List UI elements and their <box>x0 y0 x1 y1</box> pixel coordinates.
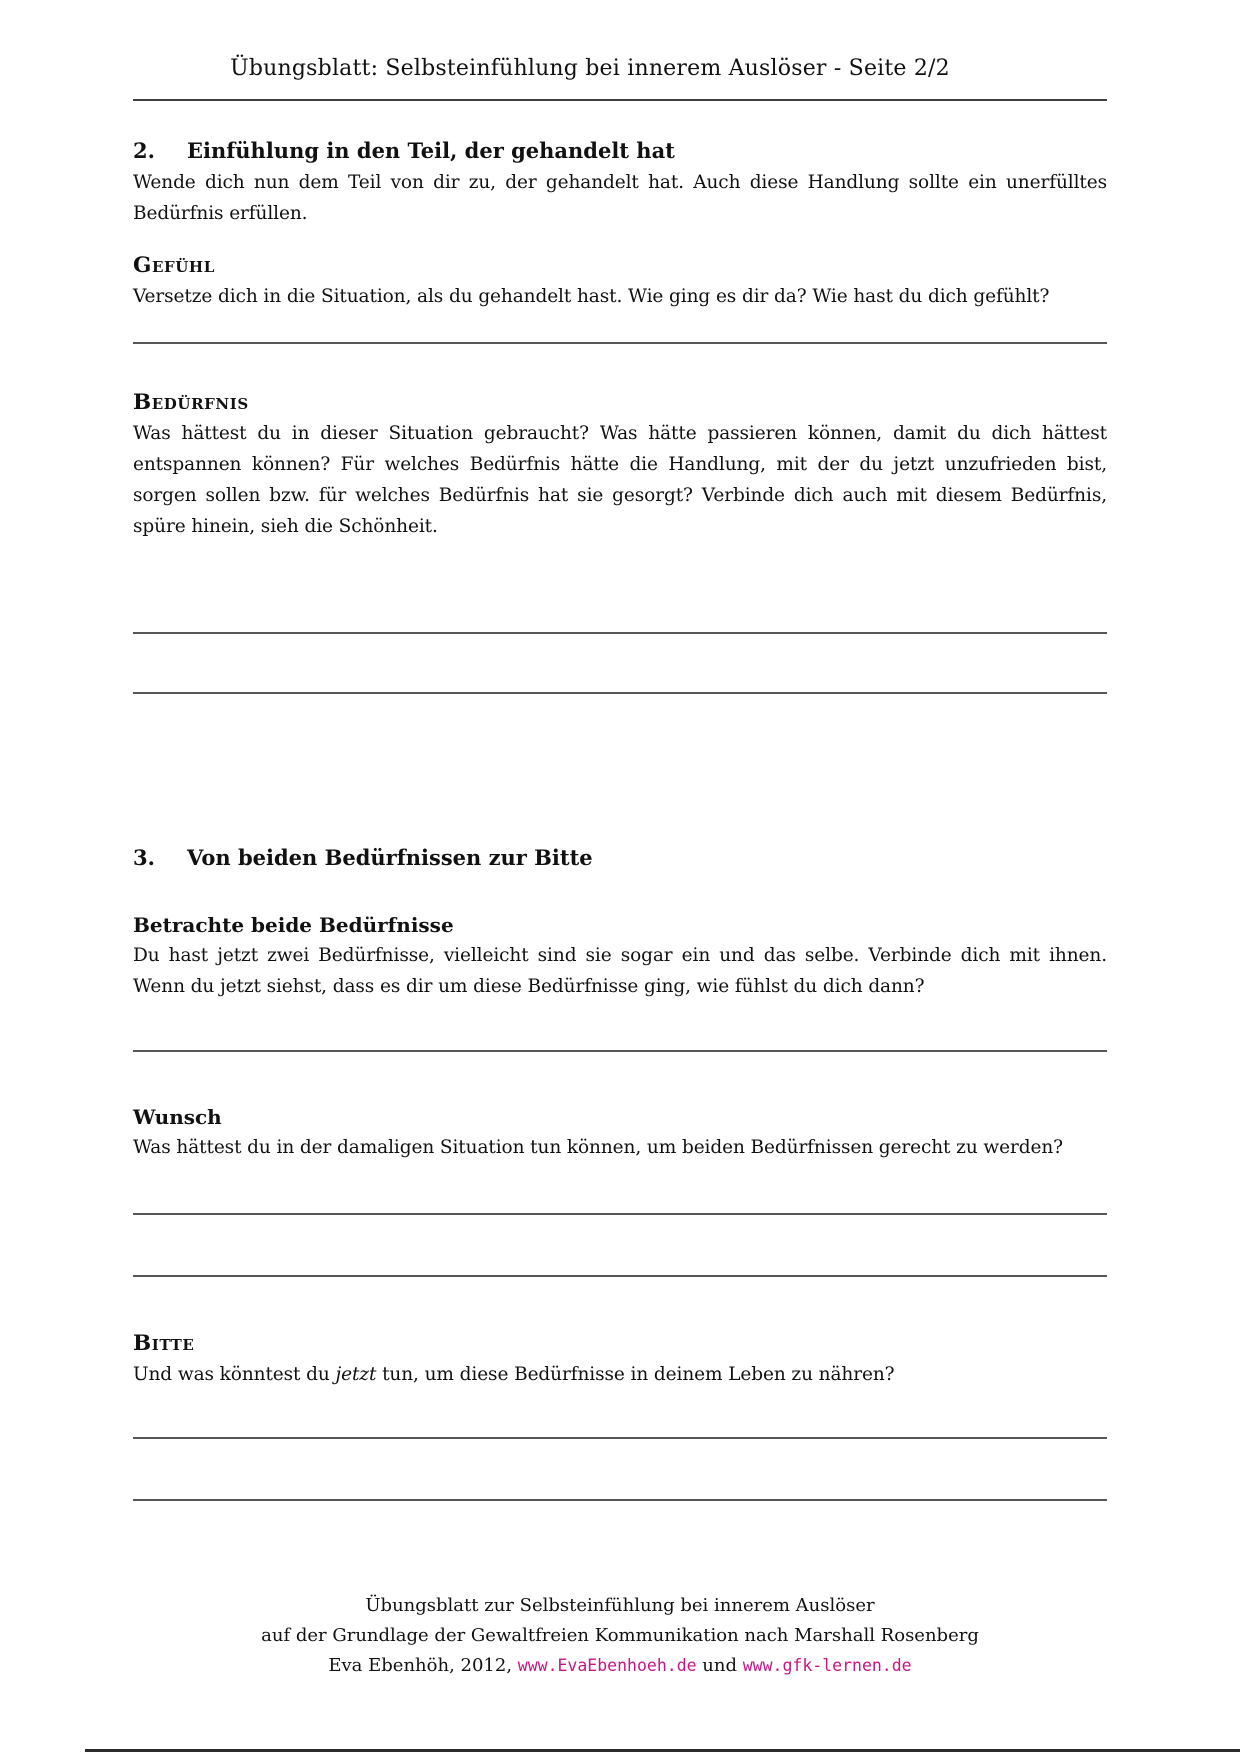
section-3-number: 3. <box>133 845 155 870</box>
section-3-heading <box>133 842 1107 874</box>
footer-und: und <box>696 1655 743 1676</box>
page-title: Übungsblatt: Selbsteinfühlung bei innerem Auslöser - Seite 2/2 <box>230 56 950 81</box>
section-2-number: 2. <box>133 138 155 163</box>
betrachte-prompt: Du hast jetzt zwei Bedürfnisse, vielleicht sind sie sogar ein und das selbe. Verbinde dich mit ihnen. Wenn du jetzt siehst, dass es dir um diese Bedürfnisse ging, wie fühlst du dich dann? <box>133 945 1107 997</box>
footer-line-3 <box>133 1651 1107 1681</box>
page-bottom-border <box>85 1749 1240 1752</box>
wunsch-heading: Wunsch <box>133 1105 222 1129</box>
answer-line <box>133 632 1107 634</box>
link-gfk-lernen[interactable]: www.gfk-lernen.de <box>742 1656 912 1675</box>
header-rule <box>133 99 1107 101</box>
link-evaebenhoeh[interactable]: www.EvaEbenhoeh.de <box>517 1656 697 1675</box>
gefuehl-heading: Gefühl <box>133 253 215 278</box>
answer-line <box>133 1213 1107 1215</box>
answer-line <box>133 1499 1107 1501</box>
answer-line <box>133 692 1107 694</box>
footer-author: Eva Ebenhöh, 2012, <box>328 1655 518 1676</box>
bitte-prompt <box>133 1359 1107 1390</box>
bitte-prompt-end: tun, um diese Bedürfnisse in deinem Leben zu nähren? <box>376 1364 895 1385</box>
footer-line-1: Übungsblatt zur Selbsteinfühlung bei innerem Auslöser <box>365 1595 875 1616</box>
betrachte-heading: Betrachte beide Bedürfnisse <box>133 913 454 937</box>
bitte-prompt-start: Und was könntest du <box>133 1364 336 1385</box>
emphasis-jetzt: jetzt <box>335 1364 377 1385</box>
beduerfnis-prompt: Was hättest du in dieser Situation gebraucht? Was hätte passieren können, damit du dich hättest entspannen können? Für welches Bedürfnis hätte die Handlung, mit der du jetzt unzufrieden bist, sorgen sollen bzw. für welches Bedürfnis hat sie gesorgt? Verbinde dich auch mit diesem Bedürfnis, spüre hinein, sieh die Schönheit. <box>133 423 1107 537</box>
beduerfnis-heading: Bedürfnis <box>133 390 249 415</box>
footer <box>133 1591 1107 1681</box>
section-3-title: Von beiden Bedürfnissen zur Bitte <box>187 845 593 870</box>
gefuehl-prompt: Versetze dich in die Situation, als du gehandelt hast. Wie ging es dir da? Wie hast du dich gefühlt? <box>133 286 1050 307</box>
answer-line <box>133 1437 1107 1439</box>
section-2-intro: Wende dich nun dem Teil von dir zu, der gehandelt hat. Auch diese Handlung sollte ein unerfülltes Bedürfnis erfüllen. <box>133 172 1107 224</box>
answer-line <box>133 1050 1107 1052</box>
answer-line <box>133 1275 1107 1277</box>
answer-line <box>133 342 1107 344</box>
section-2-heading <box>133 135 1107 167</box>
wunsch-prompt: Was hättest du in der damaligen Situation tun können, um beiden Bedürfnissen gerecht zu werden? <box>133 1137 1063 1158</box>
section-2-title: Einfühlung in den Teil, der gehandelt hat <box>187 138 675 163</box>
bitte-heading: Bitte <box>133 1331 195 1356</box>
footer-line-2: auf der Grundlage der Gewaltfreien Kommunikation nach Marshall Rosenberg <box>261 1625 979 1646</box>
